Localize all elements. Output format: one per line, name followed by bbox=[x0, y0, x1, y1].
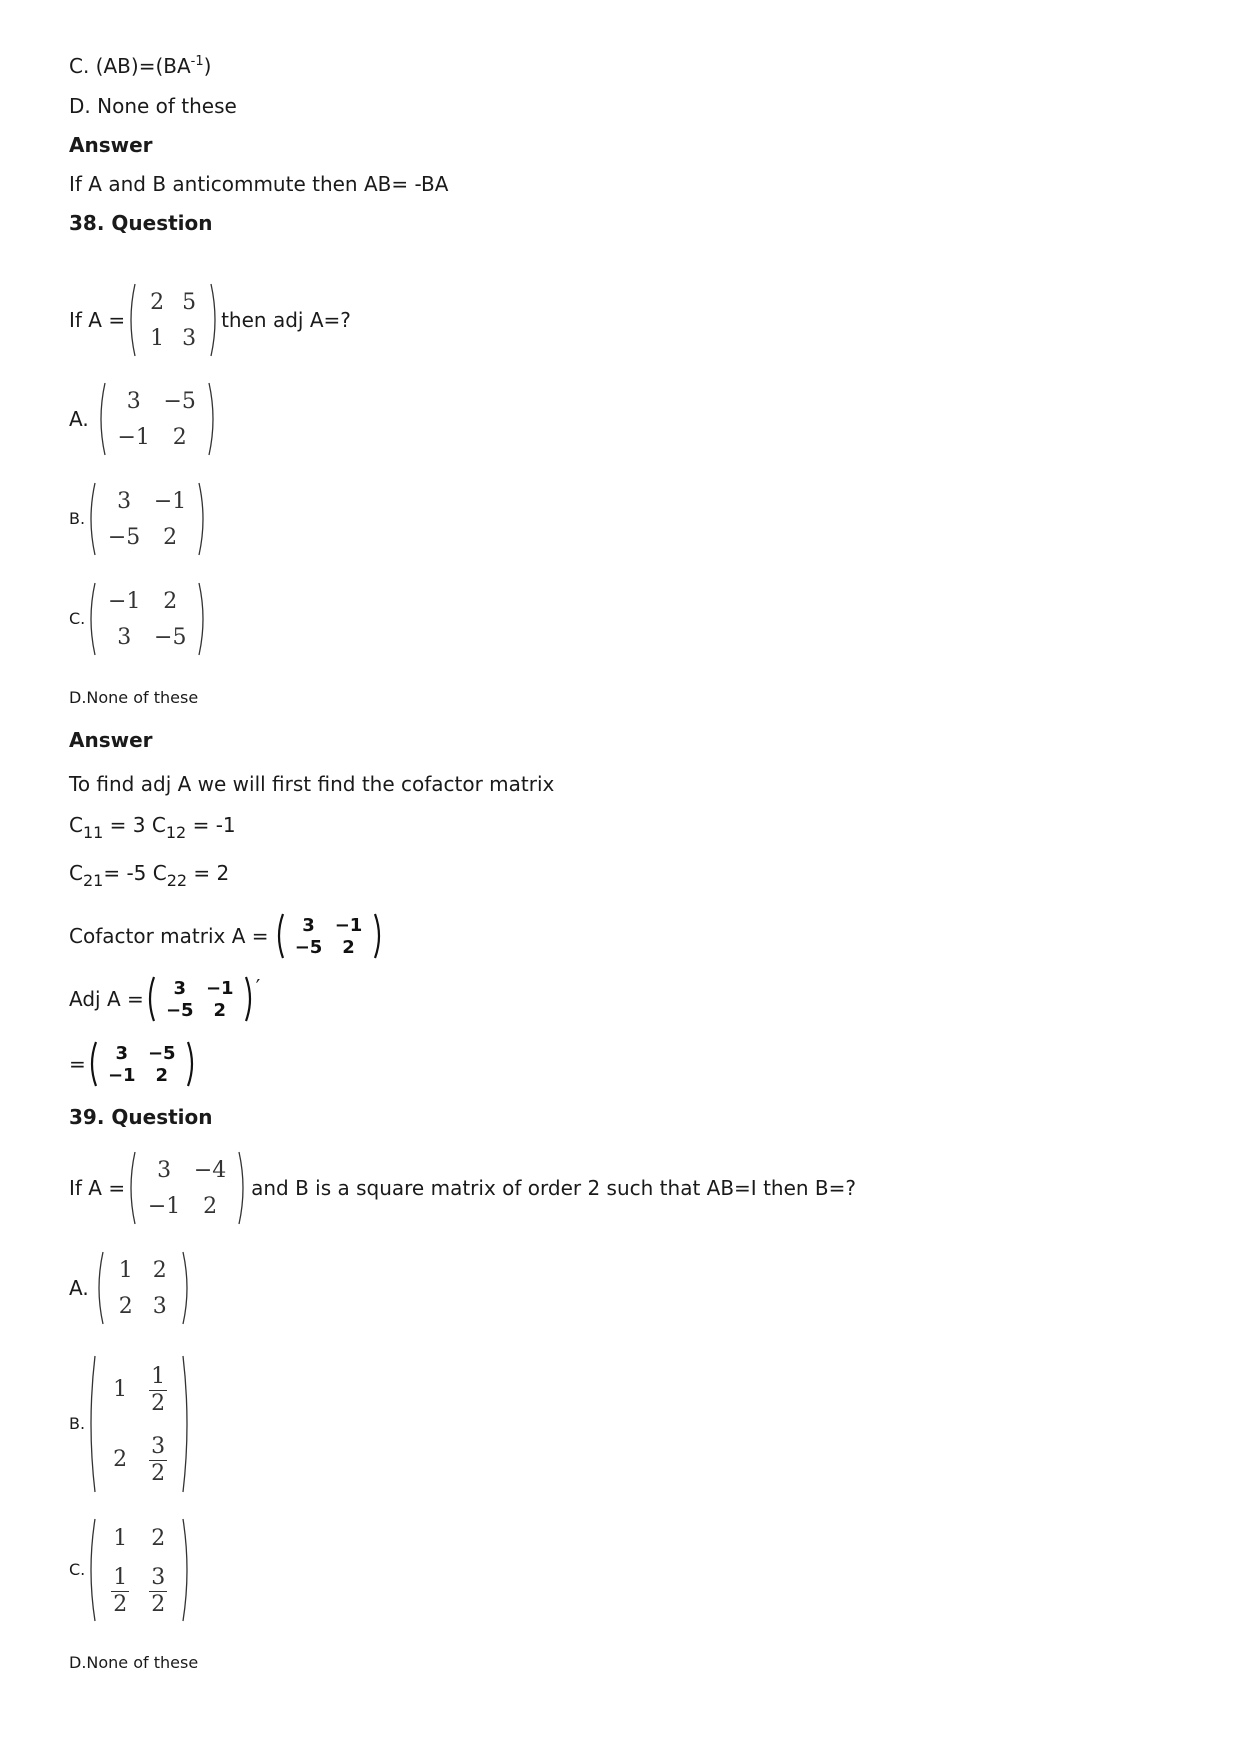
q39-heading: 39. Question bbox=[69, 1105, 213, 1129]
q38-adj-line: Adj A = 3 −1 −5 2 ′ bbox=[69, 975, 261, 1021]
q37-option-c: C. $(AB)=(BA^{-1})$ bbox=[69, 54, 212, 78]
q39-option-a: A. 1 2 2 3 bbox=[69, 1250, 193, 1326]
q38-cofactors-row1: $C_{11} = 3$ $C_{12} = -1$ bbox=[69, 813, 236, 842]
q39-option-c: C. 1 2 $\frac{1}{2}$ $\frac{3}{2}$ bbox=[69, 1517, 193, 1623]
q37-option-d: D. None of these bbox=[69, 94, 237, 118]
q38-answer-heading: Answer bbox=[69, 728, 153, 752]
q39-prompt: If A = 3 −4 −1 2 and B is a square matrix of order 2 such that AB=I then B=? bbox=[69, 1150, 856, 1226]
q38-prompt: If A = 2 5 1 3 then adj A=? bbox=[69, 282, 351, 358]
q38-result-line: = 3 −5 −1 2 bbox=[69, 1040, 198, 1088]
q38-option-a: A. 3 −5 −1 2 bbox=[69, 381, 219, 457]
q38-cofactors-row2: $C_{21}= -5$ $C_{22} = 2$ bbox=[69, 861, 230, 890]
q38-heading: 38. Question bbox=[69, 211, 213, 235]
q38-answer-intro: To find adj A we will first find the cofactor matrix bbox=[69, 772, 555, 796]
q37-answer-text: If A and B anticommute then AB= -BA bbox=[69, 172, 449, 196]
q37-answer-heading: Answer bbox=[69, 133, 153, 157]
q39-option-b: B. 1 $\frac{1}{2}$ 2 $\frac{3}{2}$ bbox=[69, 1354, 193, 1494]
q38-option-c: C. −1 2 3 −5 bbox=[69, 581, 209, 657]
q39-option-d: D.None of these bbox=[69, 1653, 199, 1672]
q38-cofactor-matrix-line: Cofactor matrix A = 3 −1 −5 2 bbox=[69, 912, 385, 960]
q38-option-b: B. 3 −1 −5 2 bbox=[69, 481, 209, 557]
q38-option-d: D.None of these bbox=[69, 688, 199, 707]
q38-matrix-a: 2 5 1 3 bbox=[125, 282, 221, 358]
